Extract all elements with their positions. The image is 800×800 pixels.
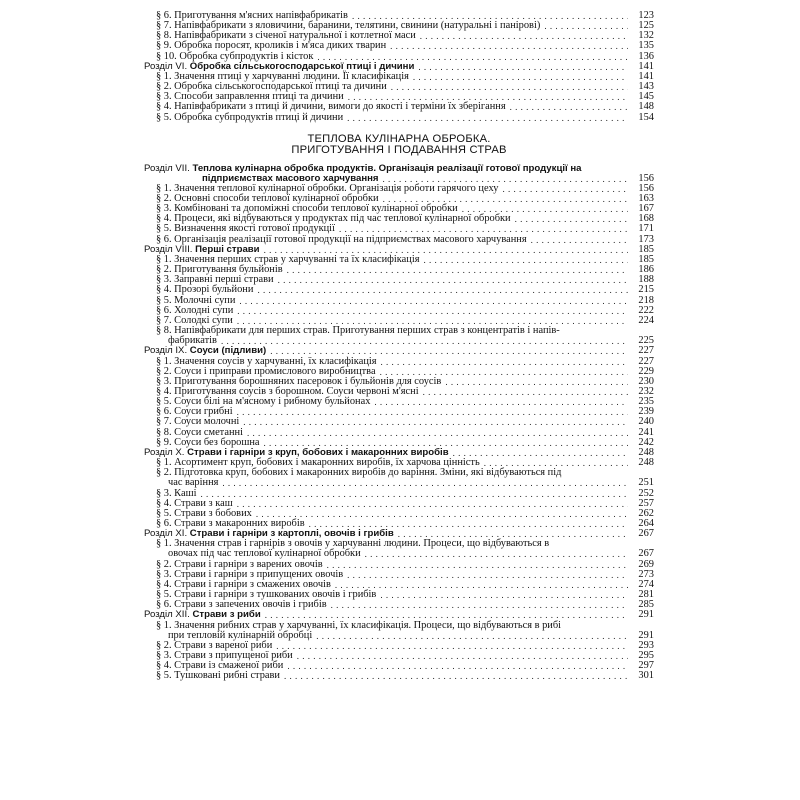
toc-entry-label: § 8. Напівфабрикати з січеної натуральної і котлетної маси [156, 30, 416, 42]
toc-part-page: 227 [638, 345, 654, 357]
toc-leader [270, 346, 628, 356]
toc-entry-page: 251 [638, 477, 654, 489]
toc-entry-label: § 3. Заправні перші страви [156, 274, 274, 286]
toc-entry-label-line1: § 1. Значення рибних страв у харчуванні, їх класифікація. Процеси, що відбуваються в рибі [156, 619, 562, 631]
toc-entry-label: § 4. Страви і гарніри з смажених овочів [156, 578, 331, 590]
toc-entry-page: 227 [638, 355, 654, 367]
toc-entry-page: 222 [638, 304, 654, 316]
toc-part-title: Страви з риби [192, 609, 261, 621]
toc-leader [423, 387, 628, 397]
toc-leader [347, 113, 628, 123]
toc-entry-label: § 2. Обробка сільськогосподарської птиці та дичини [156, 81, 387, 93]
toc-entry-page: 301 [638, 670, 654, 682]
toc-entry-page: 215 [638, 284, 654, 296]
toc-entry-page: 295 [638, 650, 654, 662]
toc-entry-page: 154 [638, 111, 654, 123]
toc-leader [515, 214, 628, 224]
toc-entry-label: § 1. Значення теплової кулінарної обробки. Організація роботи гарячого цеху [156, 182, 499, 194]
toc-leader [247, 428, 628, 438]
toc-part-part9 [144, 346, 654, 356]
toc-entry-page: 163 [638, 193, 654, 204]
toc-part-title: Страви і гарніри з круп, бобових і макаронних виробів [187, 446, 449, 458]
toc-entry-label: § 2. Страви з вареної риби [156, 639, 273, 651]
toc-entry-page: 168 [638, 213, 654, 225]
toc-entry-page: 185 [638, 253, 654, 265]
toc-part-prefix: Розділ VIII. [144, 243, 193, 255]
toc-leader [237, 407, 628, 417]
toc-leader [327, 560, 628, 570]
toc-entry-page: 224 [638, 314, 654, 326]
toc-leader [284, 671, 628, 681]
toc-entry-page: 240 [638, 416, 654, 428]
toc-entry-label: § 6. Страви з запечених овочів і грибів [156, 599, 327, 611]
toc-entry-page: 274 [638, 578, 654, 590]
toc-entry-page: 136 [638, 50, 654, 62]
toc-entry-label: § 5. Молочні супи [156, 294, 236, 306]
toc-entry [144, 113, 654, 123]
toc-entry-page: 252 [638, 487, 654, 499]
toc-entry-wrapped [144, 621, 654, 641]
toc-entry-label: § 6. Приготування м'ясних напівфабрикатів [156, 10, 348, 21]
toc-entry-page: 291 [638, 629, 654, 641]
table-of-contents [144, 11, 654, 682]
toc-entry-label: § 1. Значення птиці у харчуванні людини. Її класифікація [156, 70, 409, 82]
toc-leader [424, 255, 628, 265]
toc-entry-page: 262 [638, 507, 654, 519]
toc-part-title: Перші страви [195, 243, 260, 255]
toc-entry-label-line2: час варіння [168, 477, 219, 489]
toc-leader [276, 641, 628, 651]
toc-entry-label: § 2. Соуси і приправи промислового виробництва [156, 365, 376, 377]
toc-entry-label: § 2. Основні способи теплової кулінарної обробки [156, 193, 379, 204]
toc-leader [256, 509, 628, 519]
toc-entry-label: § 3. Способи заправлення птиці та дичини [156, 91, 344, 103]
toc-entry-label: § 5. Обробка субпродуктів птиці й дичини [156, 111, 344, 123]
toc-entry-label: § 5. Соуси білі на м'ясному і рибному бульйонах [156, 396, 371, 408]
heading-line1: ТЕПЛОВА КУЛІНАРНА ОБРОБКА. [307, 132, 491, 145]
toc-entry-page: 264 [638, 518, 654, 529]
toc-entry-label: § 5. Тушковані рибні страви [156, 670, 280, 682]
toc-entry-page: 239 [638, 406, 654, 418]
toc-leader [381, 357, 628, 367]
toc-part-prefix: Розділ X. [144, 446, 185, 458]
toc-leader [418, 62, 628, 72]
toc-entry-label: § 1. Значення соусів у харчуванні, їх класифікація [156, 355, 377, 367]
toc-part-prefix: Розділ IX. [144, 345, 188, 357]
toc-entry-page: 218 [638, 294, 654, 306]
toc-entry-page: 230 [638, 375, 654, 387]
toc-leader [335, 580, 628, 590]
toc-leader [237, 306, 628, 316]
toc-entry-label: § 4. Приготування соусів з борошном. Соуси червоні м'ясні [156, 385, 419, 397]
toc-part-title: Обробка сільськогосподарської птиці і дичини [189, 60, 415, 72]
toc-entry-label: § 3. Каші [156, 487, 197, 499]
toc-entry-label: § 2. Приготування бульйонів [156, 264, 283, 276]
toc-entry-page: 273 [638, 568, 654, 580]
toc-entry-label: § 9. Соуси без борошна [156, 436, 260, 448]
toc-entry-page: 267 [638, 548, 654, 560]
toc-entry-page: 171 [638, 223, 654, 235]
toc-entry-page: 148 [638, 101, 654, 113]
toc-entry-label-line1: § 2. Підготовка круп, бобових і макаронних виробів до варіння. Зміни, які відбуваються під [156, 467, 562, 479]
toc-leader [544, 21, 628, 31]
toc-leader [531, 235, 628, 245]
toc-entry-label: § 4. Страви з каш [156, 497, 233, 509]
toc-leader [420, 31, 628, 41]
toc-entry-page: 186 [638, 264, 654, 276]
toc-entry-wrapped [144, 539, 654, 559]
toc-entry-page: 285 [638, 599, 654, 611]
toc-entry-label: § 6. Страви з макаронних виробів [156, 518, 305, 529]
toc-entry-label: § 7. Напівфабрикати з яловичини, баранини, телятини, свинини (натуральні і панірові) [156, 20, 541, 32]
toc-leader [278, 275, 628, 285]
toc-part-page: 267 [638, 528, 654, 540]
toc-part-page: 156 [638, 172, 654, 184]
toc-part-label [144, 346, 266, 356]
toc-entry-label: § 3. Страви з припущеної риби [156, 650, 293, 662]
toc-leader [365, 549, 628, 559]
toc-leader [316, 631, 628, 641]
toc-leader [502, 184, 628, 194]
toc-entry-page: 173 [638, 233, 654, 245]
toc-entry-label-line2: при тепловій кулінарній обробці [168, 629, 313, 641]
toc-leader [380, 590, 628, 600]
toc-entry-page: 167 [638, 203, 654, 215]
toc-part-title: Соуси (підливи) [189, 345, 267, 357]
toc-entry-page: 135 [638, 40, 654, 52]
toc-part-title-line2: підприємствах масового харчування [202, 172, 379, 184]
toc-entry-page: 293 [638, 639, 654, 651]
toc-entry-label: § 4. Страви із смаженої риби [156, 660, 284, 672]
heading-line2: ПРИГОТУВАННЯ І ПОДАВАННЯ СТРАВ [291, 144, 507, 157]
toc-part-prefix: Розділ XII. [144, 609, 190, 621]
toc-entry-label-line2: овочах під час теплової кулінарної обробки [168, 548, 361, 560]
toc-entry-wrapped [144, 468, 654, 488]
toc-part-page: 291 [638, 609, 654, 621]
toc-leader [222, 478, 628, 488]
toc-entry-label: § 4. Напівфабрикати з птиці й дичини, вимоги до якості і терміни їх зберігання [156, 101, 506, 113]
toc-part-title: Страви і гарніри з картоплі, овочів і грибів [189, 528, 394, 540]
toc-entry [144, 671, 654, 681]
toc-entry-page: 235 [638, 396, 654, 408]
toc-entry-page: 281 [638, 589, 654, 601]
toc-entry-label: § 1. Асортимент круп, бобових і макаронних виробів, їх харчова цінність [156, 457, 480, 469]
toc-leader [413, 72, 628, 82]
toc-entry-label: § 10. Обробка субпродуктів і кісток [156, 50, 314, 62]
toc-leader [445, 377, 628, 387]
toc-entry-label-line1: § 8. Напівфабрикати для перших страв. Приготування перших страв з концентратів і напів- [156, 325, 560, 337]
toc-entry-label: § 6. Організація реалізації готової продукції на підприємствах масового харчування [156, 233, 527, 245]
toc-part-title-line1: Теплова кулінарна обробка продуктів. Організація реалізації готової продукції на [192, 162, 582, 174]
toc-entry-label: § 5. Визначення якості готової продукції [156, 223, 335, 235]
toc-leader [391, 82, 628, 92]
toc-entry-wrapped [144, 326, 654, 346]
toc-entry-label: § 1. Значення перших страв у харчуванні та їх класифікація [156, 253, 420, 265]
toc-leader [297, 651, 628, 661]
toc-part-page: 248 [638, 446, 654, 458]
toc-entry-page: 188 [638, 274, 654, 286]
toc-entry-page: 156 [638, 182, 654, 194]
toc-entry-page: 123 [638, 10, 654, 21]
toc-leader [287, 265, 628, 275]
toc-leader [239, 296, 628, 306]
toc-part-page: 141 [638, 60, 654, 72]
section-heading [144, 134, 654, 157]
toc-entry-label: § 9. Обробка поросят, кроликів і м'яса диких тварин [156, 40, 387, 52]
toc-entry-page: 125 [638, 20, 654, 32]
toc-entry-page: 248 [638, 457, 654, 469]
toc-part-prefix: Розділ XI. [144, 528, 188, 540]
toc-entry-page: 269 [638, 558, 654, 570]
toc-part-prefix: Розділ VI. [144, 60, 188, 72]
toc-entry-page: 225 [638, 335, 654, 347]
toc-entry-label: § 5. Страви і гарніри з тушкованих овочів і грибів [156, 589, 377, 601]
toc-entry-label: § 6. Холодні супи [156, 304, 234, 316]
toc-leader [374, 397, 628, 407]
toc-entry-page: 257 [638, 497, 654, 509]
toc-entry-label: § 7. Соуси молочні [156, 416, 240, 428]
toc-entry-page: 229 [638, 365, 654, 377]
toc-part-part7 [144, 164, 654, 184]
toc-entry-label: § 5. Страви з бобових [156, 507, 252, 519]
toc-leader [510, 102, 628, 112]
toc-leader [390, 41, 628, 51]
toc-part-prefix: Розділ VII. [144, 162, 190, 174]
toc-entry-label: § 4. Прозорі бульйони [156, 284, 254, 296]
toc-leader [287, 661, 628, 671]
toc-entry-label: § 7. Солодкі супи [156, 314, 233, 326]
toc-entry-label-line1: § 1. Значення страв і гарнірів з овочів у харчуванні людини. Процеси, що відбуваються в [156, 538, 550, 550]
toc-leader [347, 570, 628, 580]
toc-entry-label: § 2. Страви і гарніри з варених овочів [156, 558, 323, 570]
toc-leader [237, 499, 628, 509]
toc-leader [200, 489, 628, 499]
toc-leader [243, 417, 628, 427]
toc-entry-page: 143 [638, 81, 654, 93]
toc-entry-label-line2: фабрикатів [168, 335, 217, 347]
toc-entry-page: 242 [638, 436, 654, 448]
toc-entry-page: 141 [638, 70, 654, 82]
toc-entry-page: 232 [638, 385, 654, 397]
toc-entry-page: 145 [638, 91, 654, 103]
toc-entry-label: § 8. Соуси сметанні [156, 426, 243, 438]
toc-leader [257, 285, 628, 295]
toc-leader [221, 336, 628, 346]
toc-leader [331, 600, 628, 610]
toc-entry-page: 297 [638, 660, 654, 672]
toc-entry-label: § 6. Соуси грибні [156, 406, 233, 418]
toc-entry-label: § 3. Приготування борошняних пасеровок і бульйонів для соусів [156, 375, 442, 387]
toc-entry-page: 132 [638, 30, 654, 42]
toc-entry-page: 241 [638, 426, 654, 438]
toc-entry-label: § 3. Комбіновані та допоміжні способи теплової кулінарної обробки [156, 203, 458, 215]
toc-entry-label: § 4. Процеси, які відбуваються у продуктах під час теплової кулінарної обробки [156, 213, 511, 225]
toc-entry-label: § 3. Страви і гарніри з припущених овочів [156, 568, 344, 580]
toc-part-page: 185 [638, 243, 654, 255]
